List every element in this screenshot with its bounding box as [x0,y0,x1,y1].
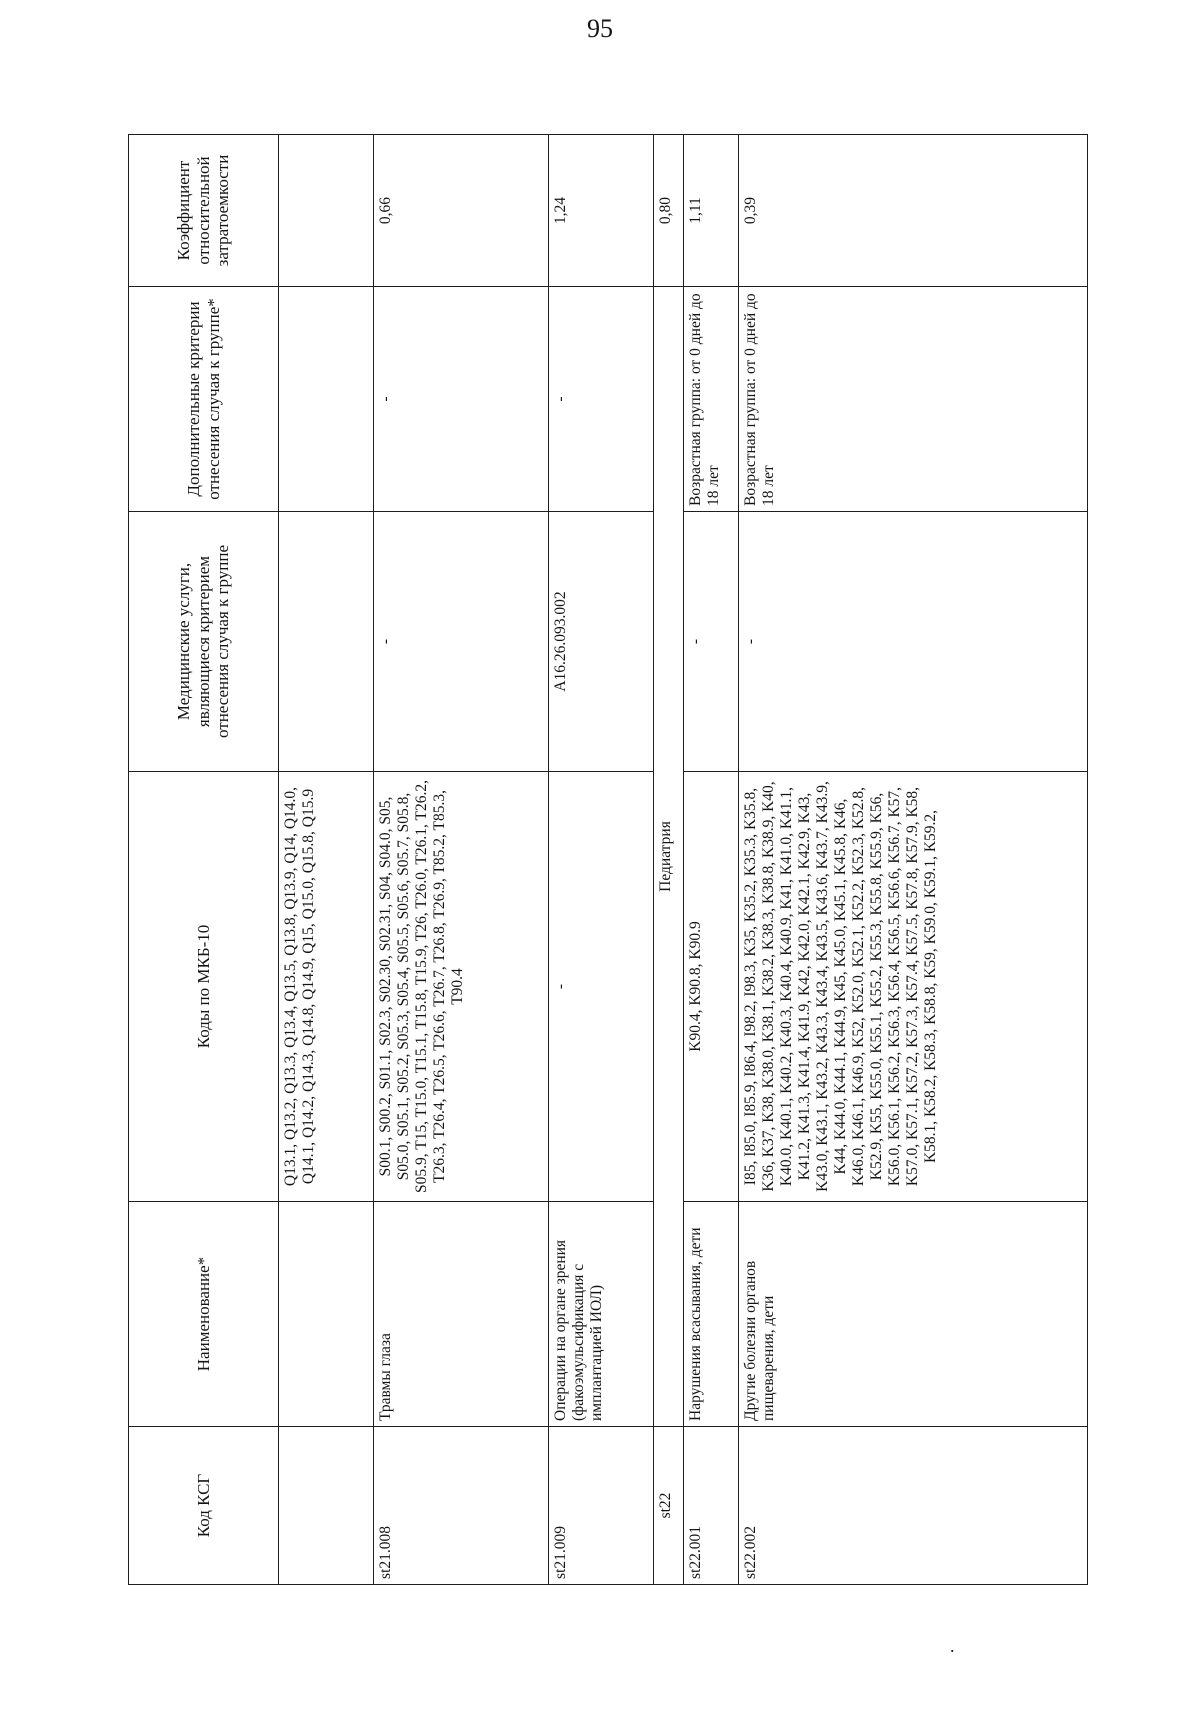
cell-criteria: Возрастная группа: от 0 дней до 18 лет [739,287,1088,512]
cell-icd: - [549,772,654,1202]
cell-icd: I85, I85.0, I85.9, I86.4, I98.2, I98.3, K35, K35.2, K35.3, K35.8, K36, K37, K38, K38.0, K38.1, K38.2, K38.3, K38.8, K38.9, K40, K40.0, K40.1, K40.2, K40.3, K40.4, K40.9, K41, K41.0, K41.1, K41.2, K41.3, K41.4, K41.9, K42, K42.0, K42.1, K42.9, K43, K43.0, K43.1, K43.2, K43.3, K43.4, K43.5, K43.6, K43.7, K43.9, K44, K44.0, K44.1, K44.9, K45, K45.0, K45.1, K45.8, K46, K46.0, K46.1, K46.9, K52, K52.0, K52.1, K52.2, K52.3, K52.8, K52.9, K55, K55.0, K55.1, K55.2, K55.3, K55.8, K55.9, K56, K56.0, K56.1, K56.2, K56.3, K56.4, K56.5, K56.6, K56.7, K57, K57.0, K57.1, K57.2, K57.3, K57.4, K57.5, K57.8, K57.9, K58, K58.1, K58.2, K58.3, K58.8, K59, K59.0, K59.1, K59.2, [739,772,1088,1202]
header-icd: Коды по МКБ-10 [129,772,279,1202]
cell-criteria: - [374,287,549,512]
cell-coef: 0,80 [654,135,684,287]
cell-code: st22.002 [739,1427,1088,1585]
header-services: Медицинские услуги, являющиеся критерием отнесения случая к группе [129,512,279,772]
stray-mark: . [950,1636,955,1656]
header-code: Код КСГ [129,1427,279,1585]
cell-code: st21.009 [549,1427,654,1585]
section-title: Педиатрия [654,287,684,1427]
cell-code [279,1427,374,1585]
cell-criteria: - [549,287,654,512]
table-row [279,135,374,1585]
cell-name: Нарушения всасывания, дети [684,1202,739,1427]
cell-services: - [739,512,1088,772]
table-row [549,135,654,1585]
table-row [684,135,739,1585]
cell-coef: 1,11 [684,135,739,287]
cell-code: st22.001 [684,1427,739,1585]
cell-icd: K90.4, K90.8, K90.9 [684,772,739,1202]
cell-coef: 0,39 [739,135,1088,287]
cell-code: st22 [654,1427,684,1585]
cell-name: Другие болезни органов пищеварения, дети [739,1202,1088,1427]
cell-services: - [374,512,549,772]
header-name: Наименование* [129,1202,279,1427]
header-criteria: Дополнительные критерии отнесения случая к группе* [129,287,279,512]
cell-services: - [684,512,739,772]
section-row [654,135,684,1585]
cell-criteria [279,287,374,512]
cell-services: A16.26.093.002 [549,512,654,772]
cell-coef [279,135,374,287]
cell-services [279,512,374,772]
cell-name: Операции на органе зрения (факоэмульсификация с имплантацией ИОЛ) [549,1202,654,1427]
header-coef: Коэффициент относительной затратоемкости [129,135,279,287]
cell-name [279,1202,374,1427]
page-number: 95 [587,14,613,43]
cell-coef: 0,66 [374,135,549,287]
cell-coef: 1,24 [549,135,654,287]
ksg-table [128,134,1088,1585]
table-row [374,135,549,1585]
table-rotated-wrapper [128,135,1088,1585]
cell-name: Травмы глаза [374,1202,549,1427]
cell-icd: S00.1, S00.2, S01.1, S02.3, S02.30, S02.31, S04, S04.0, S05, S05.0, S05.1, S05.2, S05.3, S05.4, S05.5, S05.6, S05.7, S05.8, S05.9, T15, T15.0, T15.1, T15.8, T15.9, T26, T26.0, T26.1, T26.2, T26.3, T26.4, T26.5, T26.6, T26.7, T26.8, T26.9, T85.2, T85.3, T90.4 [374,772,549,1202]
cell-code: st21.008 [374,1427,549,1585]
cell-criteria: Возрастная группа: от 0 дней до 18 лет [684,287,739,512]
table-row [739,135,1088,1585]
header-row [129,135,279,1585]
cell-icd: Q13.1, Q13.2, Q13.3, Q13.4, Q13.5, Q13.8, Q13.9, Q14, Q14.0, Q14.1, Q14.2, Q14.3, Q14.8, Q14.9, Q15, Q15.0, Q15.8, Q15.9 [279,772,374,1202]
